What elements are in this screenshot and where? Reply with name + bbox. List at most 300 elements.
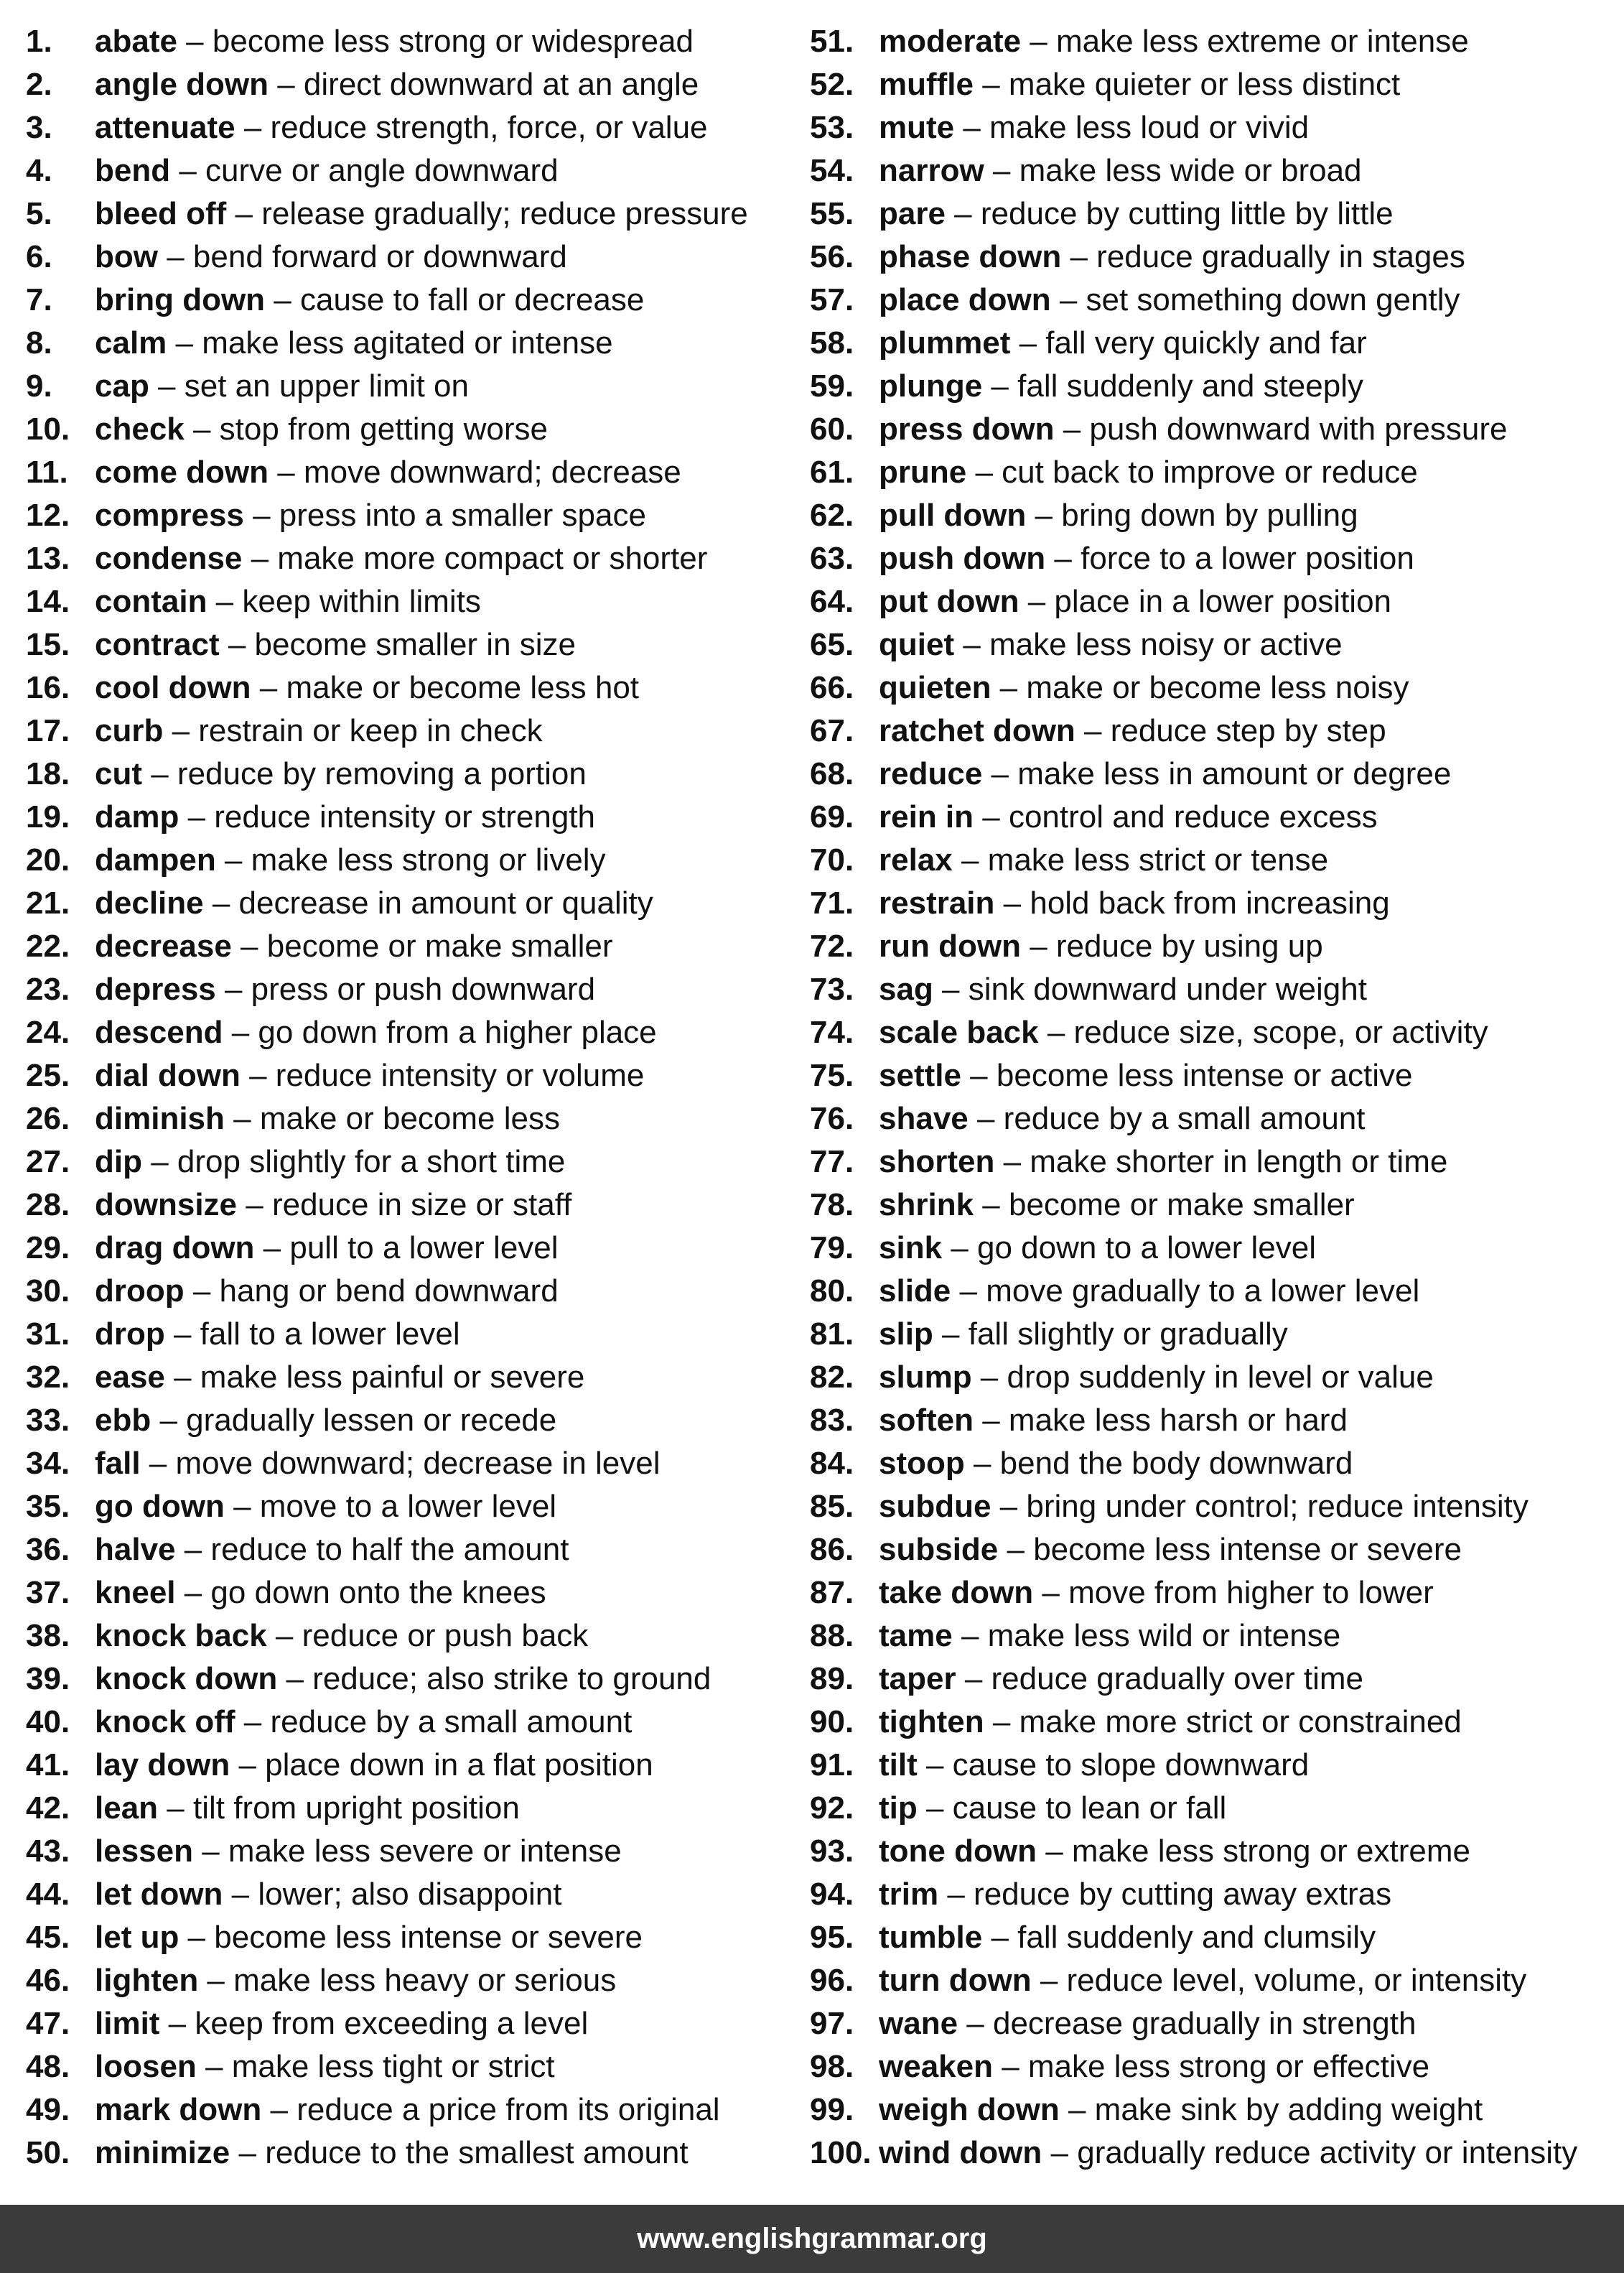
item-definition: – set an upper limit on: [149, 368, 469, 404]
item-definition: – cut back to improve or reduce: [966, 455, 1418, 490]
item-word: subside: [879, 1532, 999, 1567]
item-word: descend: [95, 1015, 223, 1050]
item-word: minimize: [95, 2135, 230, 2170]
item-word: pull down: [879, 498, 1027, 533]
list-item: [26, 537, 780, 580]
item-word: plummet: [879, 325, 1011, 361]
item-word: condense: [95, 541, 243, 576]
item-word: attenuate: [95, 110, 235, 145]
list-item: [26, 1140, 780, 1184]
list-item: [810, 1614, 1621, 1658]
list-item: [26, 1873, 780, 1916]
list-item: [810, 537, 1621, 580]
item-definition: – hold back from increasing: [994, 886, 1390, 921]
item-word: turn down: [879, 1963, 1032, 1998]
list-item: [26, 63, 780, 106]
item-number: 97.: [810, 2006, 854, 2041]
item-number: 20.: [26, 842, 70, 878]
list-item: [810, 753, 1621, 796]
list-item: [26, 1313, 780, 1356]
list-item: [810, 1701, 1621, 1744]
item-number: 45.: [26, 1920, 70, 1955]
item-number: 98.: [810, 2049, 854, 2084]
item-number: 99.: [810, 2092, 854, 2127]
item-word: tip: [879, 1790, 918, 1826]
item-number: 51.: [810, 24, 854, 59]
list-item: [26, 322, 780, 365]
item-word: ratchet down: [879, 713, 1075, 748]
list-item: [810, 1011, 1621, 1054]
list-item: [26, 1614, 780, 1658]
list-item: [26, 666, 780, 710]
list-item: [810, 968, 1621, 1011]
item-word: weigh down: [879, 2092, 1060, 2127]
item-number: 60.: [810, 412, 854, 447]
item-word: compress: [95, 498, 244, 533]
list-item: [26, 106, 780, 149]
list-item: [810, 1054, 1621, 1097]
list-item: [810, 2088, 1621, 2132]
list-item: [26, 279, 780, 322]
item-number: 41.: [26, 1747, 70, 1782]
item-word: taper: [879, 1661, 956, 1696]
item-number: 29.: [26, 1230, 70, 1265]
item-definition: – fall slightly or gradually: [933, 1316, 1288, 1352]
item-word: droop: [95, 1273, 185, 1309]
item-word: take down: [879, 1575, 1034, 1610]
item-word: soften: [879, 1403, 974, 1438]
list-item: [26, 192, 780, 236]
item-number: 76.: [810, 1101, 854, 1136]
list-item: [810, 1744, 1621, 1787]
item-definition: – make more compact or shorter: [242, 541, 708, 576]
item-definition: – go down onto the knees: [175, 1575, 546, 1610]
item-word: loosen: [95, 2049, 197, 2084]
list-item: [26, 408, 780, 451]
item-word: let up: [95, 1920, 179, 1955]
item-number: 69.: [810, 799, 854, 835]
item-number: 18.: [26, 756, 70, 791]
item-word: mute: [879, 110, 955, 145]
item-number: 49.: [26, 2092, 70, 2127]
list-item: [26, 494, 780, 537]
list-item: [810, 279, 1621, 322]
item-definition: – press or push downward: [215, 972, 596, 1007]
item-number: 47.: [26, 2006, 70, 2041]
item-word: cut: [95, 756, 142, 791]
item-definition: – make less loud or vivid: [954, 110, 1310, 145]
item-word: tame: [879, 1618, 953, 1653]
item-number: 74.: [810, 1015, 854, 1050]
list-item: [26, 1571, 780, 1614]
item-definition: – reduce intensity or volume: [240, 1058, 645, 1093]
item-number: 70.: [810, 842, 854, 878]
list-item: [26, 2045, 780, 2088]
item-word: quieten: [879, 670, 991, 705]
item-number: 71.: [810, 886, 854, 921]
list-item: [810, 1571, 1621, 1614]
item-definition: – become or make smaller: [974, 1187, 1355, 1222]
item-number: 59.: [810, 368, 854, 404]
item-definition: – make less tight or strict: [196, 2049, 555, 2084]
item-definition: – go down to a lower level: [942, 1230, 1317, 1265]
list-item: [810, 1528, 1621, 1571]
item-definition: – make less severe or intense: [192, 1833, 622, 1869]
item-definition: – gradually lessen or recede: [151, 1403, 557, 1438]
item-number: 52.: [810, 67, 854, 102]
item-definition: – make shorter in length or time: [994, 1144, 1448, 1179]
list-item: [26, 1916, 780, 1959]
list-item: [26, 1356, 780, 1399]
item-definition: – reduce to half the amount: [175, 1532, 569, 1567]
item-number: 57.: [810, 282, 854, 317]
item-number: 83.: [810, 1403, 854, 1438]
item-word: go down: [95, 1489, 225, 1524]
item-number: 11.: [26, 455, 68, 490]
list-item: [810, 1442, 1621, 1485]
item-number: 3.: [26, 110, 52, 145]
item-word: let down: [95, 1877, 223, 1912]
item-definition: – make or become less noisy: [991, 670, 1409, 705]
item-word: moderate: [879, 24, 1022, 59]
item-definition: – move to a lower level: [224, 1489, 557, 1524]
item-definition: – restrain or keep in check: [163, 713, 543, 748]
item-definition: – become less intense or severe: [998, 1532, 1462, 1567]
list-item: [26, 1184, 780, 1227]
item-number: 80.: [810, 1273, 854, 1309]
item-word: fall: [95, 1446, 141, 1481]
list-item: [810, 623, 1621, 666]
item-definition: – go down from a higher place: [223, 1015, 657, 1050]
item-number: 66.: [810, 670, 854, 705]
list-item: [26, 1054, 780, 1097]
item-definition: – reduce; also strike to ground: [277, 1661, 711, 1696]
item-word: angle down: [95, 67, 269, 102]
item-definition: – reduce by using up: [1020, 929, 1323, 964]
list-item: [26, 1830, 780, 1873]
list-item: [810, 1356, 1621, 1399]
item-word: restrain: [879, 886, 995, 921]
list-item: [810, 149, 1621, 192]
item-word: slide: [879, 1273, 951, 1309]
list-item: [810, 1097, 1621, 1140]
list-item: [810, 1830, 1621, 1873]
item-word: tighten: [879, 1704, 984, 1739]
item-definition: – fall suddenly and clumsily: [982, 1920, 1376, 1955]
item-definition: – fall to a lower level: [164, 1316, 460, 1352]
item-definition: – make less in amount or degree: [982, 756, 1452, 791]
list-item: [26, 1270, 780, 1313]
list-item: [810, 1140, 1621, 1184]
list-item: [26, 839, 780, 882]
list-item: [26, 451, 780, 494]
list-item: [26, 2088, 780, 2132]
item-definition: – fall very quickly and far: [1010, 325, 1367, 361]
item-number: 93.: [810, 1833, 854, 1869]
item-word: lean: [95, 1790, 159, 1826]
item-definition: – make less strong or effective: [992, 2049, 1430, 2084]
item-number: 32.: [26, 1359, 70, 1395]
list-item: [26, 20, 780, 63]
list-item: [810, 1270, 1621, 1313]
item-word: slump: [879, 1359, 972, 1395]
item-definition: – bend forward or downward: [157, 239, 567, 274]
item-word: drop: [95, 1316, 165, 1352]
item-definition: – place in a lower position: [1019, 584, 1392, 619]
list-item: [810, 20, 1621, 63]
item-number: 33.: [26, 1403, 70, 1438]
item-definition: – reduce by a small amount: [968, 1101, 1366, 1136]
item-definition: – stop from getting worse: [184, 412, 549, 447]
item-word: dip: [95, 1144, 142, 1179]
item-word: scale back: [879, 1015, 1039, 1050]
item-definition: – make less strong or extreme: [1036, 1833, 1470, 1869]
item-number: 38.: [26, 1618, 70, 1653]
item-definition: – make sink by adding weight: [1059, 2092, 1483, 2127]
list-item: [810, 1959, 1621, 2002]
item-number: 63.: [810, 541, 854, 576]
item-definition: – reduce a price from its original: [261, 2092, 720, 2127]
item-number: 40.: [26, 1704, 70, 1739]
item-number: 54.: [810, 153, 854, 188]
list-item: [26, 236, 780, 279]
item-number: 44.: [26, 1877, 70, 1912]
item-number: 15.: [26, 627, 70, 662]
item-number: 6.: [26, 239, 52, 274]
item-number: 50.: [26, 2135, 70, 2170]
list-item: [26, 1959, 780, 2002]
item-definition: – cause to fall or decrease: [265, 282, 645, 317]
list-item: [26, 149, 780, 192]
item-word: phase down: [879, 239, 1062, 274]
item-word: knock off: [95, 1704, 235, 1739]
item-definition: – reduce to the smallest amount: [230, 2135, 689, 2170]
item-number: 23.: [26, 972, 70, 1007]
item-definition: – sink downward under weight: [933, 972, 1367, 1007]
item-definition: – push downward with pressure: [1054, 412, 1508, 447]
item-word: curb: [95, 713, 164, 748]
list-item: [810, 882, 1621, 925]
item-definition: – become less strong or widespread: [177, 24, 694, 59]
item-definition: – move downward; decrease: [269, 455, 681, 490]
item-definition: – curve or angle downward: [170, 153, 559, 188]
list-item: [26, 1658, 780, 1701]
list-item: [26, 710, 780, 753]
item-word: cap: [95, 368, 149, 404]
list-item: [26, 365, 780, 408]
item-word: shrink: [879, 1187, 974, 1222]
list-item: [810, 1184, 1621, 1227]
item-number: 22.: [26, 929, 70, 964]
item-number: 65.: [810, 627, 854, 662]
list-item: [810, 1485, 1621, 1528]
item-definition: – make less strict or tense: [952, 842, 1329, 878]
item-definition: – tilt from upright position: [158, 1790, 520, 1826]
item-definition: – make less wide or broad: [984, 153, 1362, 188]
item-number: 81.: [810, 1316, 854, 1352]
item-number: 61.: [810, 455, 854, 490]
item-number: 30.: [26, 1273, 70, 1309]
item-word: dial down: [95, 1058, 241, 1093]
item-word: mark down: [95, 2092, 262, 2127]
item-number: 34.: [26, 1446, 70, 1481]
item-number: 79.: [810, 1230, 854, 1265]
list-item: [810, 451, 1621, 494]
list-item: [26, 580, 780, 623]
item-definition: – bring down by pulling: [1026, 498, 1358, 533]
item-number: 56.: [810, 239, 854, 274]
right-column: [810, 20, 1621, 2175]
list-item: [810, 1658, 1621, 1701]
item-number: 88.: [810, 1618, 854, 1653]
item-word: decline: [95, 886, 204, 921]
list-item: [26, 1485, 780, 1528]
item-number: 31.: [26, 1316, 70, 1352]
item-word: bend: [95, 153, 171, 188]
item-word: tumble: [879, 1920, 983, 1955]
item-word: lessen: [95, 1833, 193, 1869]
item-number: 9.: [26, 368, 52, 404]
item-number: 25.: [26, 1058, 70, 1093]
list-item: [810, 236, 1621, 279]
item-number: 64.: [810, 584, 854, 619]
item-definition: – hang or bend downward: [184, 1273, 559, 1309]
item-word: rein in: [879, 799, 974, 835]
list-item: [810, 1873, 1621, 1916]
list-item: [26, 1442, 780, 1485]
item-definition: – make less noisy or active: [954, 627, 1343, 662]
item-word: slip: [879, 1316, 933, 1352]
item-word: come down: [95, 455, 269, 490]
item-word: kneel: [95, 1575, 176, 1610]
item-definition: – make quieter or less distinct: [974, 67, 1401, 102]
item-word: pare: [879, 196, 946, 231]
item-definition: – reduce level, volume, or intensity: [1031, 1963, 1527, 1998]
item-number: 89.: [810, 1661, 854, 1696]
item-definition: – place down in a flat position: [230, 1747, 653, 1782]
list-item: [26, 925, 780, 968]
list-item: [810, 2045, 1621, 2088]
item-definition: – reduce gradually in stages: [1061, 239, 1465, 274]
item-definition: – make less wild or intense: [952, 1618, 1341, 1653]
item-definition: – become less intense or active: [961, 1058, 1413, 1093]
list-item: [810, 580, 1621, 623]
item-number: 48.: [26, 2049, 70, 2084]
list-item: [810, 63, 1621, 106]
item-number: 72.: [810, 929, 854, 964]
item-word: drag down: [95, 1230, 255, 1265]
item-number: 78.: [810, 1187, 854, 1222]
item-definition: – release gradually; reduce pressure: [226, 196, 748, 231]
footer-bar: [0, 2205, 1624, 2273]
item-definition: – make less heavy or serious: [198, 1963, 617, 1998]
item-definition: – keep from exceeding a level: [159, 2006, 589, 2041]
item-definition: – reduce by cutting away extras: [938, 1877, 1392, 1912]
item-definition: – reduce in size or staff: [237, 1187, 572, 1222]
item-number: 92.: [810, 1790, 854, 1826]
item-number: 21.: [26, 886, 70, 921]
list-item: [26, 2132, 780, 2175]
footer-url[interactable]: www.englishgrammar.org: [637, 2223, 987, 2254]
item-definition: – decrease gradually in strength: [958, 2006, 1417, 2041]
list-item: [26, 796, 780, 839]
item-definition: – reduce strength, force, or value: [235, 110, 708, 145]
list-item: [810, 666, 1621, 710]
item-number: 13.: [26, 541, 70, 576]
item-definition: – gradually reduce activity or intensity: [1042, 2135, 1578, 2170]
list-item: [810, 1399, 1621, 1442]
item-number: 35.: [26, 1489, 70, 1524]
item-definition: – cause to slope downward: [917, 1747, 1310, 1782]
item-word: shorten: [879, 1144, 995, 1179]
item-word: diminish: [95, 1101, 225, 1136]
item-number: 27.: [26, 1144, 70, 1179]
item-word: cool down: [95, 670, 251, 705]
item-definition: – press into a smaller space: [243, 498, 646, 533]
list-item: [26, 1744, 780, 1787]
item-word: bleed off: [95, 196, 227, 231]
list-item: [810, 2002, 1621, 2045]
list-item: [810, 106, 1621, 149]
item-word: decrease: [95, 929, 232, 964]
left-column: [26, 20, 780, 2175]
item-word: sink: [879, 1230, 943, 1265]
item-definition: – make less harsh or hard: [974, 1403, 1348, 1438]
list-item: [810, 1227, 1621, 1270]
item-word: damp: [95, 799, 179, 835]
item-number: 94.: [810, 1877, 854, 1912]
item-word: wind down: [879, 2135, 1042, 2170]
list-item: [26, 968, 780, 1011]
item-word: quiet: [879, 627, 955, 662]
item-word: depress: [95, 972, 216, 1007]
item-number: 68.: [810, 756, 854, 791]
item-definition: – make or become less hot: [251, 670, 640, 705]
item-word: subdue: [879, 1489, 991, 1524]
list-item: [810, 796, 1621, 839]
item-definition: – move from higher to lower: [1033, 1575, 1434, 1610]
item-word: push down: [879, 541, 1046, 576]
item-number: 73.: [810, 972, 854, 1007]
item-number: 2.: [26, 67, 52, 102]
item-word: dampen: [95, 842, 216, 878]
item-number: 90.: [810, 1704, 854, 1739]
list-item: [26, 1701, 780, 1744]
item-definition: – become or make smaller: [231, 929, 613, 964]
item-number: 24.: [26, 1015, 70, 1050]
item-number: 46.: [26, 1963, 70, 1998]
item-definition: – reduce step by step: [1075, 713, 1386, 748]
item-definition: – direct downward at an angle: [269, 67, 699, 102]
item-word: calm: [95, 325, 167, 361]
item-word: prune: [879, 455, 967, 490]
item-definition: – make less strong or lively: [215, 842, 606, 878]
list-item: [26, 1528, 780, 1571]
item-number: 39.: [26, 1661, 70, 1696]
item-word: settle: [879, 1058, 961, 1093]
list-item: [810, 365, 1621, 408]
item-word: stoop: [879, 1446, 965, 1481]
item-word: contain: [95, 584, 207, 619]
item-word: tilt: [879, 1747, 918, 1782]
item-word: knock back: [95, 1618, 267, 1653]
item-word: press down: [879, 412, 1055, 447]
item-word: contract: [95, 627, 220, 662]
item-number: 5.: [26, 196, 52, 231]
list-item: [26, 623, 780, 666]
item-number: 87.: [810, 1575, 854, 1610]
item-number: 85.: [810, 1489, 854, 1524]
